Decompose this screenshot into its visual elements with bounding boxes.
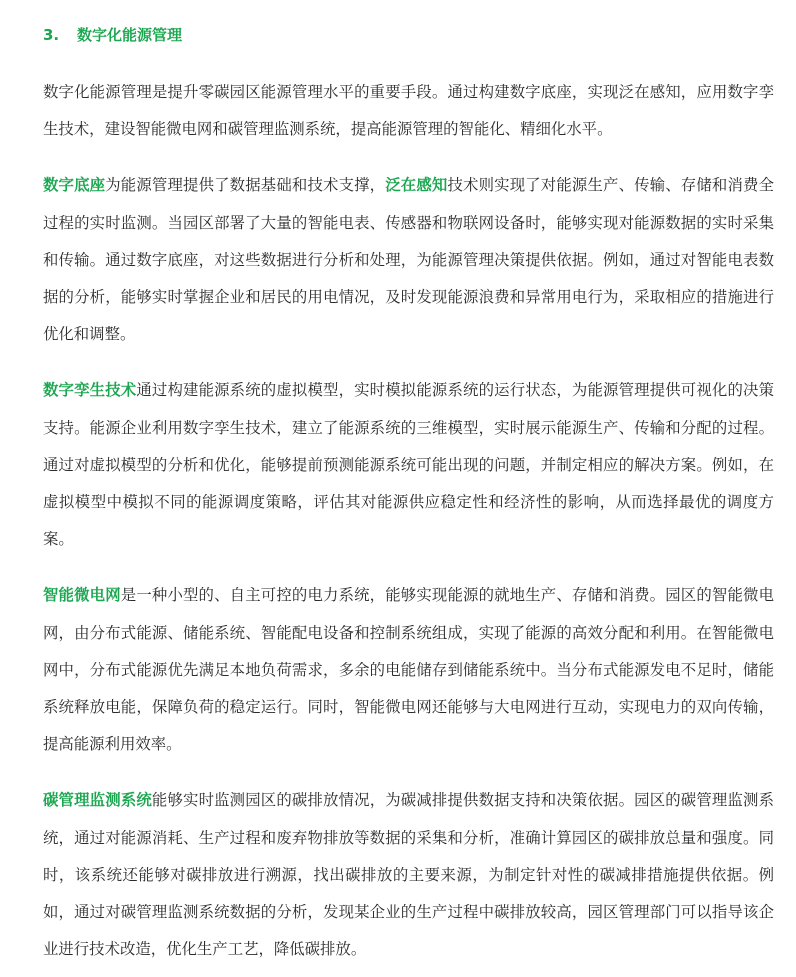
keyword-digital-twin: 数字孪生技术 [43,381,137,400]
keyword-ubiquitous-sensing: 泛在感知 [385,176,448,195]
intro-paragraph: 数字化能源管理是提升零碳园区能源管理水平的重要手段。通过构建数字底座，实现泛在感知，应用数字孪生技术，建设智能微电网和碳管理监测系统，提高能源管理的智能化、精细化水平。 [43,83,774,139]
keyword-digital-base: 数字底座 [43,176,106,195]
section-title: 数字化能源管理 [77,26,183,44]
digital-base-text-2: 技术则实现了对能源生产、传输、存储和消费全过程的实时监测。当园区部署了大量的智能电表、传感器和物联网设备时，能够实现对能源数据的实时采集和传输。通过数字底座，对这些数据进行分析和处理，为能源管理决策提供依据。例如，通过对智能电表数据的分析，能够实时掌握企业和居民的用电情况，及时发现能源浪费和异常用电行为，采取相应的措施进行优化和调整。 [43,176,774,344]
microgrid-text: 是一种小型的、自主可控的电力系统，能够实现能源的就地生产、存储和消费。园区的智能微电网，由分布式能源、储能系统、智能配电设备和控制系统组成，实现了能源的高效分配和利用。在智能微电网中，分布式能源优先满足本地负荷需求，多余的电能储存到储能系统中。当分布式能源发电不足时，储能系统释放电能，保障负荷的稳定运行。同时，智能微电网还能够与大电网进行互动，实现电力的双向传输，提高能源利用效率。 [43,586,774,754]
section-number: 3. [43,26,60,44]
section-heading [43,22,774,48]
microgrid-paragraph [43,577,774,763]
digital-twin-text: 通过构建能源系统的虚拟模型，实时模拟能源系统的运行状态，为能源管理提供可视化的决策支持。能源企业利用数字孪生技术，建立了能源系统的三维模型，实时展示能源生产、传输和分配的过程。通过对虚拟模型的分析和优化，能够提前预测能源系统可能出现的问题，并制定相应的解决方案。例如，在虚拟模型中模拟不同的能源调度策略，评估其对能源供应稳定性和经济性的影响，从而选择最优的调度方案。 [43,381,774,549]
carbon-monitoring-paragraph [43,782,774,968]
digital-base-paragraph [43,167,774,353]
keyword-carbon-monitoring: 碳管理监测系统 [43,791,152,810]
digital-twin-paragraph [43,372,774,558]
carbon-monitoring-text: 能够实时监测园区的碳排放情况，为碳减排提供数据支持和决策依据。园区的碳管理监测系统，通过对能源消耗、生产过程和废弃物排放等数据的采集和分析，准确计算园区的碳排放总量和强度。同时，该系统还能够对碳排放进行溯源，找出碳排放的主要来源，为制定针对性的碳减排措施提供依据。例如，通过对碳管理监测系统数据的分析，发现某企业的生产过程中碳排放较高，园区管理部门可以指导该企业进行技术改造，优化生产工艺，降低碳排放。 [43,791,774,959]
digital-base-text-1: 为能源管理提供了数据基础和技术支撑， [105,176,386,195]
keyword-microgrid: 智能微电网 [43,586,121,605]
